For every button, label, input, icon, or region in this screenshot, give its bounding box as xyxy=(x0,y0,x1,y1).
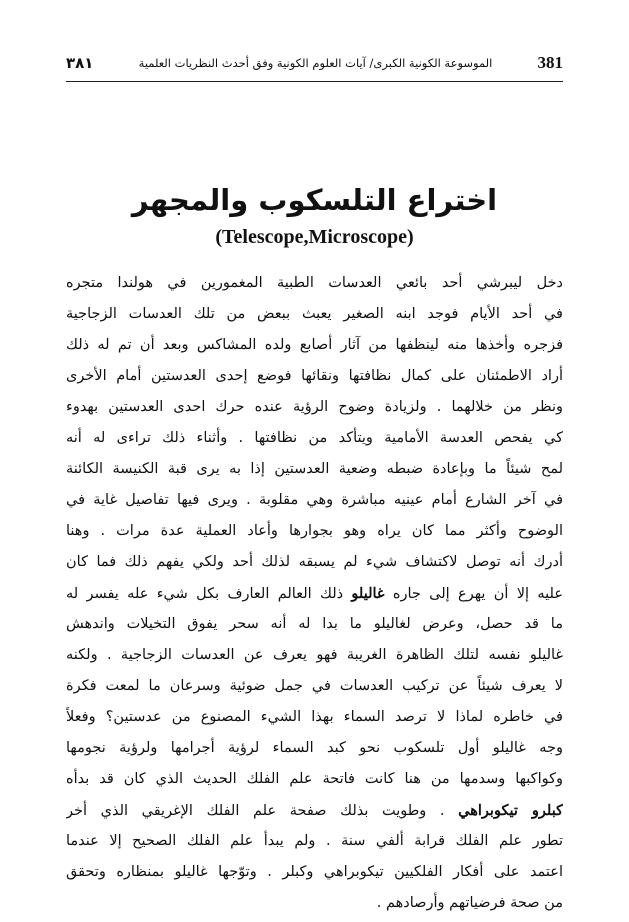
page-number-arabic: ٣٨١ xyxy=(66,54,94,72)
text-line xyxy=(66,795,563,826)
text-line: ما قد حصل، وعرض لغاليلو ما بدا له أنه سحر يفوق التخيلات واندهش xyxy=(66,616,563,632)
header-rule xyxy=(66,81,563,82)
text-line: لمح شيئاً ما وبإعادة ضبطه وضعية العدستين إذا به يرى قبة الكنيسة الكائنة xyxy=(66,461,563,477)
text-line: كي يفحص العدسة الأمامية ويتأكد من نظافتها . وأثناء ذلك تراءى له أنه xyxy=(66,430,563,446)
text-line: غاليلو نفسه لتلك الظاهرة الغريبة فهو يعرف عن العدسات الزجاجية . ولكنه xyxy=(66,647,563,663)
name-galileo: غاليلو xyxy=(351,585,385,602)
text-segment: . وطويت بذلك صفحة علم الفلك الإغريقي الذي أخر xyxy=(66,803,445,819)
text-line: تطور علم الفلك قرابة ألفي سنة . ولم يبدأ علم الفلك الصحيح إلا عندما xyxy=(66,833,563,849)
text-line: وجه غاليلو أول تلسكوب نحو كبد السماء لرؤية أجرامها ولرؤية نجومها xyxy=(66,740,563,756)
text-line: أدرك أنه توصل لاكتشاف شيء لم يسبقه لذلك أحد ولكي يفهم ذلك فما كان xyxy=(66,554,563,570)
name-kepler-tycho: كبلرو تيكوبراهي xyxy=(458,802,563,819)
text-line: ونظر من خلالهما . ولزيادة وضوح الرؤية عنده حرك احدى العدستين بهدوء xyxy=(66,399,563,415)
text-line xyxy=(66,578,563,609)
text-line: دخل ليبرشي أحد بائعي العدسات الطبية المغمورين في هولندا متجره xyxy=(66,275,563,291)
text-line: لا يعرف شيئاً عن تركيب العدسات في جمل ضوئية وسرعان ما لمعت فكرة xyxy=(66,678,563,694)
text-line: وكواكبها وسدمها من هنا كانت فاتحة علم الفلك الحديث الذي كان قد بدأه xyxy=(66,771,563,787)
text-line: الوضوح وأكثر مما كان يراه وهو بجوارها وأعاد العملية عدة مرات . وهنا xyxy=(66,523,563,539)
text-line: أراد الاطمئنان على كمال نظافتها ونقائها فوضع إحدى العدستين أمام الأخرى xyxy=(66,368,563,384)
chapter-title: اختراع التلسكوب والمجهر xyxy=(131,183,498,217)
text-line: في خاطره لماذا لا ترصد السماء بهذا الشيء المصنوع من عدستين؟ وفعلاً xyxy=(66,709,563,725)
text-segment: عليه إلا أن يهرع إلى جاره xyxy=(392,586,563,602)
text-line: في آخر الشارع أمام عينيه مباشرة وهي مقلوبة . ويرى فيها تفاصيل غاية في xyxy=(66,492,563,508)
page-header xyxy=(66,52,563,74)
page-number-latin: 381 xyxy=(537,53,563,72)
text-line: فزجره وأخذها منه لينظفها من آثار أصابع ولده المشاكس وبعد أن تم له ذلك xyxy=(66,337,563,353)
chapter-subtitle: (Telescope,Microscope) xyxy=(215,226,414,248)
running-title: الموسوعة الكونية الكبرى/ آيات العلوم الكونية وفق أحدث النظريات العلمية xyxy=(138,56,493,70)
text-line: اعتمد على أفكار الفلكيين تيكوبراهي وكبلر . وتوّجها غاليلو بمنظاره وتحقق xyxy=(66,864,563,880)
body-text xyxy=(66,268,563,919)
text-segment: ذلك العالم العارف بكل شيء عله يفسر له xyxy=(66,586,344,602)
text-line: في أحد الأيام فوجد ابنه الصغير يعبث ببعض من تلك العدسات الزجاجية xyxy=(66,306,563,322)
text-line: من صحة فرضياتهم وأرصادهم . xyxy=(376,895,563,911)
